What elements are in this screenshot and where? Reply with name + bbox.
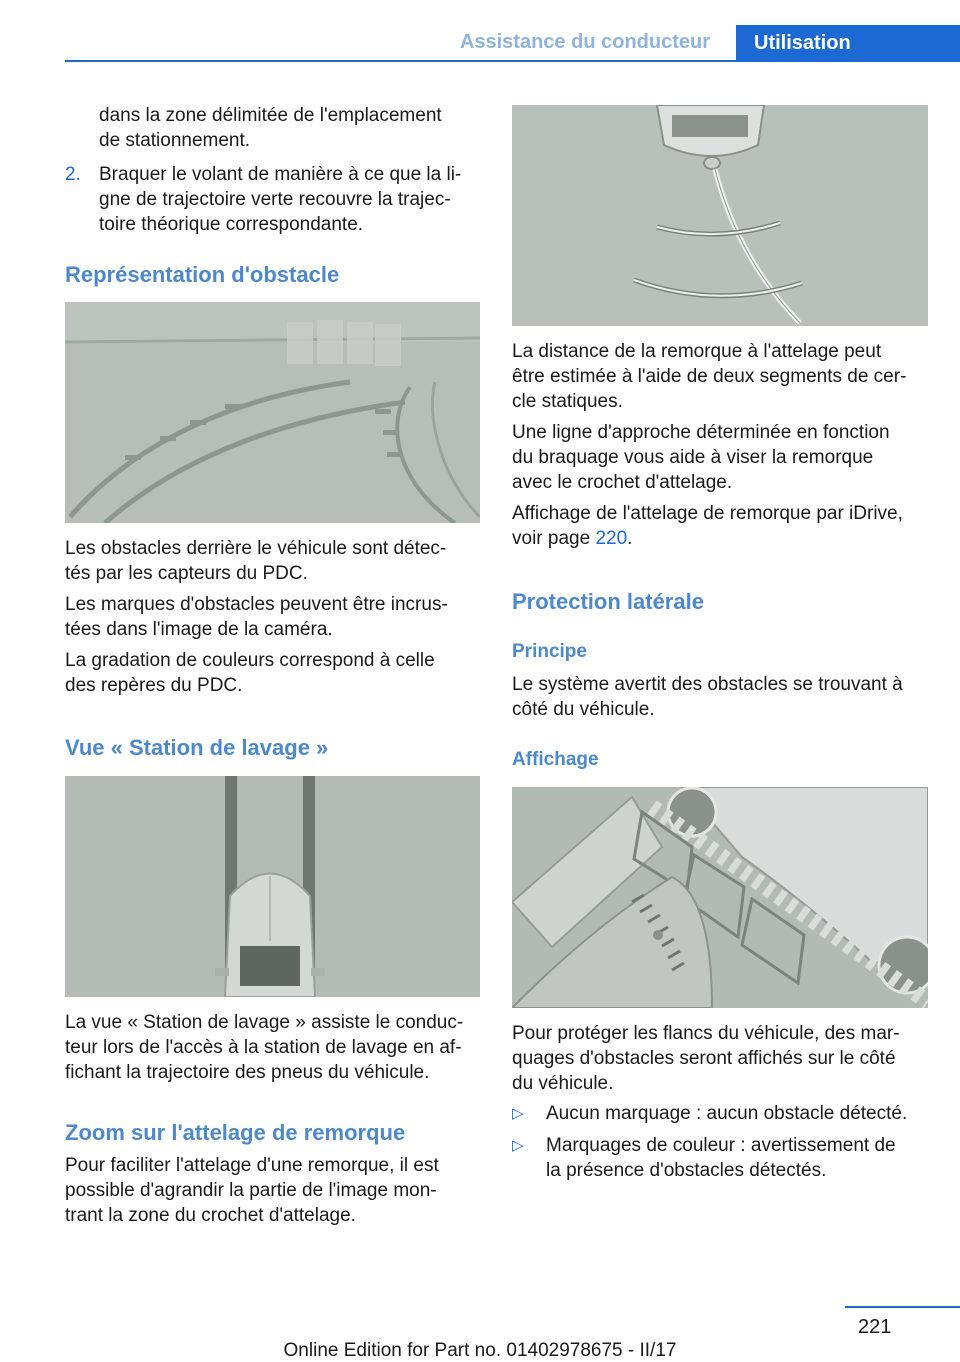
heading-principle: Principe — [512, 641, 587, 662]
page-number: 221 — [858, 1316, 892, 1338]
text-line: Pour faciliter l'attelage d'une remorque, il est — [65, 1155, 439, 1176]
text-line: Pour protéger les flancs du véhicule, des mar‐ — [512, 1023, 900, 1044]
heading-side-protection: Protection latérale — [512, 589, 704, 614]
header-chapter-tab: Utilisation — [736, 25, 960, 62]
heading-obstacle: Représentation d'obstacle — [65, 262, 340, 287]
obstacle-camera-image — [65, 302, 480, 523]
heading-display: Affichage — [512, 749, 599, 770]
text-line: toire théorique correspondante. — [99, 214, 364, 235]
text-line: Affichage de l'attelage de remorque par iDrive, — [512, 503, 903, 524]
text-line: Marquages de couleur : avertissement de — [546, 1135, 896, 1156]
text-fragment: voir page — [512, 528, 596, 549]
text-line: gne de trajectoire verte recouvre la trajec‐ — [99, 189, 451, 210]
side-protection-image — [512, 787, 928, 1008]
step-2 — [65, 162, 485, 237]
intro-text — [99, 103, 442, 153]
text-line: côté du véhicule. — [512, 699, 655, 720]
wash-paragraph — [65, 1010, 485, 1085]
text-line: fichant la trajectoire des pneus du véhicule. — [65, 1062, 430, 1083]
page-reference-link[interactable]: 220 — [595, 528, 628, 549]
edition-text: Online Edition for Part no. 01402978675 - II/17 — [283, 1340, 677, 1361]
edition-line — [0, 1340, 960, 1362]
heading-wash-station: Vue « Station de lavage » — [65, 735, 329, 760]
text-line: Le système avertit des obstacles se trouvant à — [512, 674, 903, 695]
text-line: du véhicule. — [512, 1073, 614, 1094]
bullet-triangle-icon: ▷ — [512, 1137, 524, 1154]
wash-station-image — [65, 776, 480, 997]
bullet-triangle-icon: ▷ — [512, 1105, 524, 1122]
trailer-hitch-image — [512, 105, 928, 326]
text-line: de stationnement. — [99, 130, 251, 151]
text-line: cle statiques. — [512, 391, 623, 412]
text-line: Les obstacles derrière le véhicule sont détec‐ — [65, 538, 447, 559]
zoom-paragraph — [65, 1153, 485, 1228]
obstacle-paragraphs — [65, 536, 485, 698]
bullet-item — [512, 1133, 928, 1183]
text-line: quages d'obstacles seront affichés sur le côté — [512, 1048, 896, 1069]
bullet-item — [512, 1101, 928, 1126]
hitch-paragraphs — [512, 339, 928, 551]
protect-paragraph — [512, 1021, 928, 1096]
text-line: tés par les capteurs du PDC. — [65, 563, 308, 584]
text-line: du braquage vous aide à viser la remorque — [512, 447, 874, 468]
bullet-text: Aucun marquage : aucun obstacle détecté. — [546, 1103, 908, 1124]
text-line: possible d'agrandir la partie de l'image mon‐ — [65, 1180, 437, 1201]
footer-rule — [845, 1306, 960, 1308]
text-line: la présence d'obstacles détectés. — [546, 1160, 827, 1181]
text-line: des repères du PDC. — [65, 675, 243, 696]
text-line: avec le crochet d'attelage. — [512, 472, 733, 493]
text-line: Braquer le volant de manière à ce que la li‐ — [99, 164, 462, 185]
bullet-text — [546, 1133, 930, 1183]
header-section-title: Assistance du conducteur — [459, 31, 710, 53]
text-line: être estimée à l'aide de deux segments de cer‐ — [512, 366, 907, 387]
header-rule — [65, 60, 736, 62]
principle-paragraph — [512, 672, 928, 722]
step-text — [99, 162, 483, 237]
text-line: teur lors de l'accès à la station de lavage en af‐ — [65, 1037, 462, 1058]
text-line: Les marques d'obstacles peuvent être incrus‐ — [65, 594, 448, 615]
text-line: La gradation de couleurs correspond à celle — [65, 650, 435, 671]
text-line: Une ligne d'approche déterminée en fonction — [512, 422, 890, 443]
step-number: 2. — [65, 164, 81, 185]
text-line: La vue « Station de lavage » assiste le conduc‐ — [65, 1012, 464, 1033]
heading-hitch-zoom: Zoom sur l'attelage de remorque — [65, 1120, 406, 1145]
text-line — [512, 526, 928, 551]
text-fragment: . — [627, 528, 633, 549]
text-line: trant la zone du crochet d'attelage. — [65, 1205, 356, 1226]
text-line: tées dans l'image de la caméra. — [65, 619, 333, 640]
text-line: dans la zone délimitée de l'emplacement — [99, 105, 442, 126]
text-line: La distance de la remorque à l'attelage peut — [512, 341, 882, 362]
